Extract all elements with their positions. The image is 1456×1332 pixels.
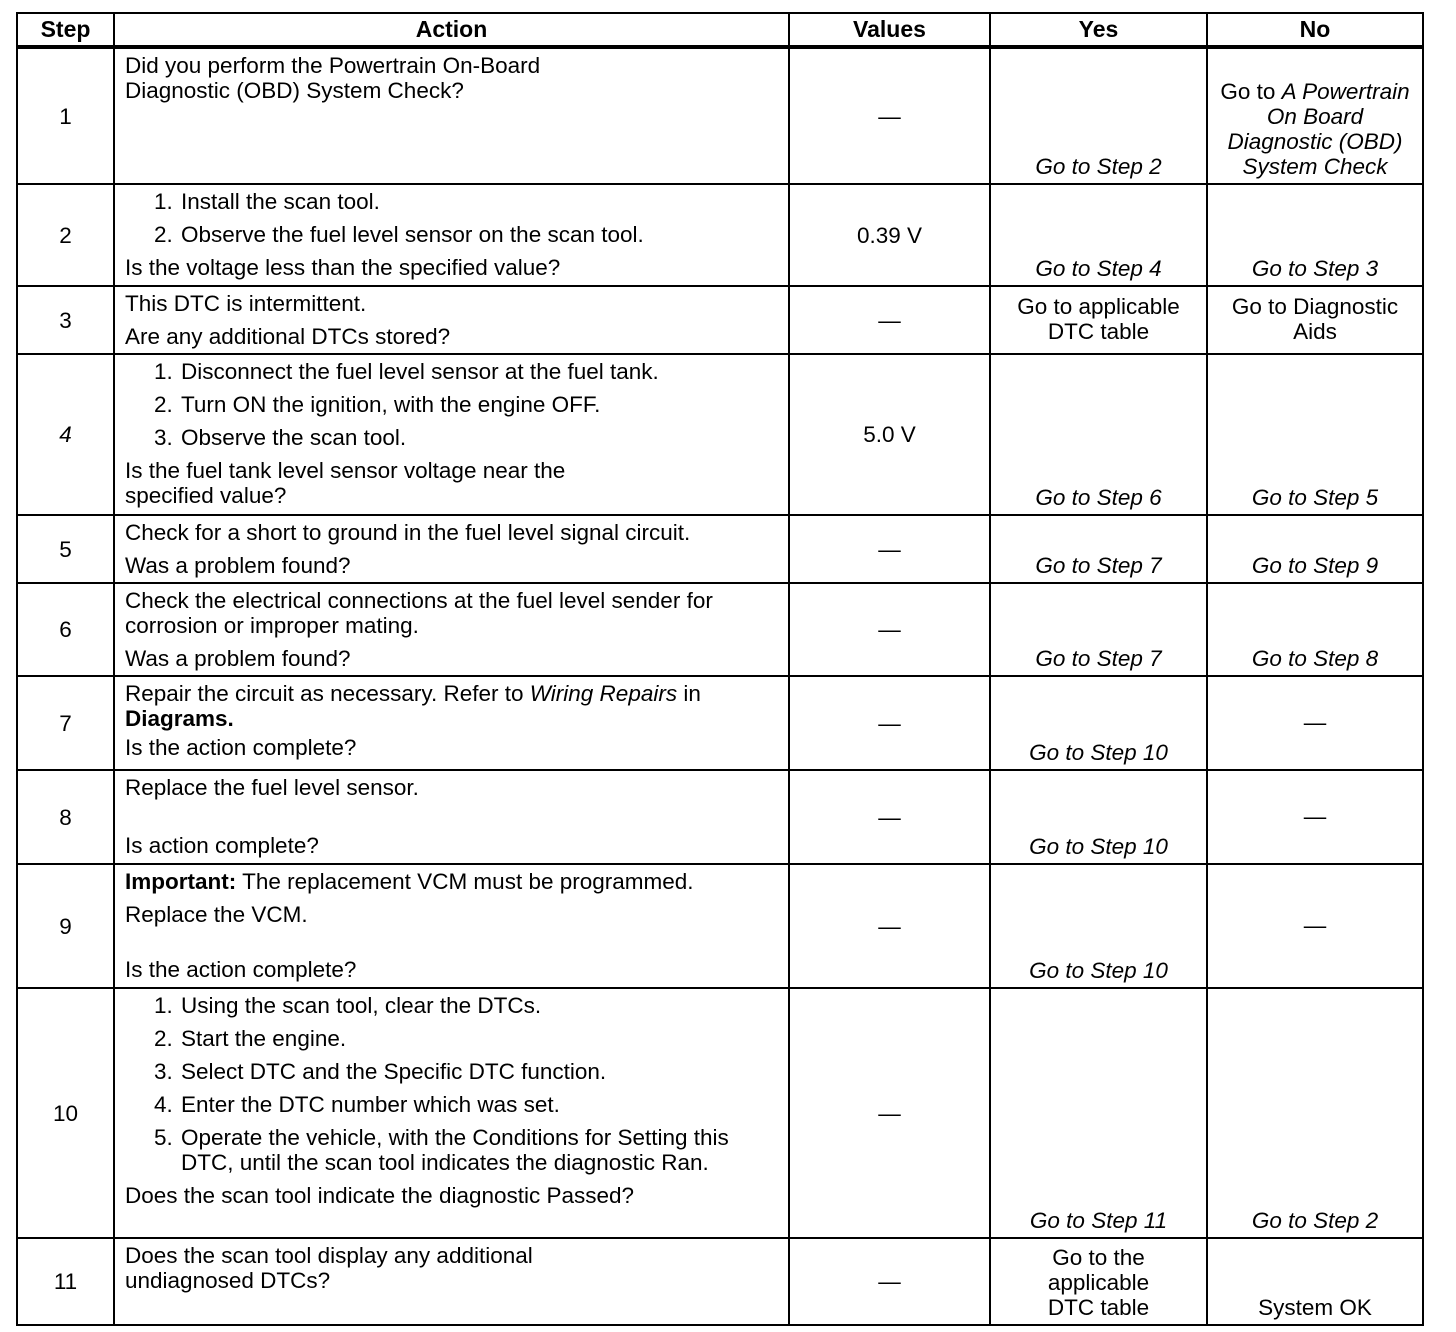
table-row xyxy=(17,47,1423,184)
table-row xyxy=(17,864,1423,988)
action-list xyxy=(125,359,780,450)
action-cell xyxy=(114,583,789,676)
action-cell xyxy=(114,864,789,988)
yes-cell: Go to Step 7 xyxy=(990,583,1207,676)
action-cell xyxy=(114,286,789,354)
table-row xyxy=(17,770,1423,864)
value-cell: — xyxy=(789,988,990,1238)
step-number: 2 xyxy=(17,184,114,286)
value-cell: — xyxy=(789,770,990,864)
yes-cell: Go to Step 11 xyxy=(990,988,1207,1238)
action-question: Does the scan tool indicate the diagnostic Passed? xyxy=(125,1183,635,1208)
value-cell: — xyxy=(789,1238,990,1325)
no-cell: Go to Diagnostic Aids xyxy=(1207,286,1423,354)
action-cell xyxy=(114,988,789,1238)
action-cell xyxy=(114,515,789,583)
diagnostic-table xyxy=(16,12,1424,1326)
table-row xyxy=(17,988,1423,1238)
action-question: Is the fuel tank level sensor voltage near the specified value? xyxy=(125,458,566,508)
header-no: No xyxy=(1207,13,1423,47)
action-text: Does the scan tool display any additional undiagnosed DTCs? xyxy=(125,1243,533,1293)
repair-in: in xyxy=(677,681,701,706)
step-number: 10 xyxy=(17,988,114,1238)
value-cell: — xyxy=(789,286,990,354)
action-list-item: 1. Disconnect the fuel level sensor at the fuel tank. xyxy=(179,359,780,384)
action-cell xyxy=(114,676,789,770)
action-list-item: 4. Enter the DTC number which was set. xyxy=(179,1092,780,1117)
value-cell: 0.39 V xyxy=(789,184,990,286)
header-row xyxy=(17,13,1423,47)
header-yes: Yes xyxy=(990,13,1207,47)
step-number: 11 xyxy=(17,1238,114,1325)
table-row xyxy=(17,1238,1423,1325)
action-question: Was a problem found? xyxy=(125,553,351,578)
action-cell xyxy=(114,770,789,864)
step-number: 4 xyxy=(17,354,114,515)
no-cell: System OK xyxy=(1207,1238,1423,1325)
action-question: Is the action complete? xyxy=(125,735,357,760)
action-list-item: 1. Using the scan tool, clear the DTCs. xyxy=(179,993,780,1018)
yes-cell: Go to the applicable DTC table xyxy=(990,1238,1207,1325)
action-text: Replace the VCM. xyxy=(125,902,308,927)
header-values: Values xyxy=(789,13,990,47)
action-list-item: 2. Start the engine. xyxy=(179,1026,780,1051)
table-row xyxy=(17,583,1423,676)
action-list xyxy=(125,993,780,1175)
value-cell: — xyxy=(789,515,990,583)
action-list-item: 3. Select DTC and the Specific DTC function. xyxy=(179,1059,780,1084)
action-question: Was a problem found? xyxy=(125,646,351,671)
action-question: Is action complete? xyxy=(125,833,319,858)
value-cell: — xyxy=(789,583,990,676)
action-list-item: 1. Install the scan tool. xyxy=(179,189,780,214)
step-number: 8 xyxy=(17,770,114,864)
action-list xyxy=(125,189,780,247)
yes-cell: Go to Step 2 xyxy=(990,47,1207,184)
step-number: 9 xyxy=(17,864,114,988)
no-cell: Go to Step 8 xyxy=(1207,583,1423,676)
important-text: The replacement VCM must be programmed. xyxy=(236,869,694,894)
yes-cell: Go to Step 7 xyxy=(990,515,1207,583)
no-cell: — xyxy=(1207,864,1423,988)
value-cell: 5.0 V xyxy=(789,354,990,515)
header-step: Step xyxy=(17,13,114,47)
action-question: Is the voltage less than the specified value? xyxy=(125,255,561,280)
action-cell xyxy=(114,1238,789,1325)
no-cell: — xyxy=(1207,676,1423,770)
step-number: 6 xyxy=(17,583,114,676)
no-cell: Go to Step 2 xyxy=(1207,988,1423,1238)
value-cell: — xyxy=(789,47,990,184)
repair-text: Repair the circuit as necessary. Refer to xyxy=(125,681,530,706)
action-cell xyxy=(114,184,789,286)
action-list-item: 5. Operate the vehicle, with the Conditions for Setting this DTC, until the scan tool indicates the diagnostic Ran. xyxy=(179,1125,741,1175)
value-cell: — xyxy=(789,864,990,988)
yes-cell: Go to Step 6 xyxy=(990,354,1207,515)
action-list-item: 3. Observe the scan tool. xyxy=(179,425,780,450)
action-list-item: 2. Observe the fuel level sensor on the scan tool. xyxy=(179,222,780,247)
action-text: This DTC is intermittent. xyxy=(125,291,367,316)
action-text: Check for a short to ground in the fuel level signal circuit. xyxy=(125,520,691,545)
yes-cell: Go to Step 10 xyxy=(990,770,1207,864)
step-number: 5 xyxy=(17,515,114,583)
action-question: Is the action complete? xyxy=(125,957,357,982)
table-row xyxy=(17,286,1423,354)
no-reference: A Powertrain On Board Diagnostic (OBD) System Check xyxy=(1227,79,1410,179)
table-row xyxy=(17,676,1423,770)
yes-cell: Go to Step 10 xyxy=(990,676,1207,770)
table-row xyxy=(17,184,1423,286)
action-cell xyxy=(114,354,789,515)
no-cell xyxy=(1207,47,1423,184)
action-text: Did you perform the Powertrain On-Board Diagnostic (OBD) System Check? xyxy=(125,53,541,103)
important-label: Important: xyxy=(125,869,237,894)
yes-cell: Go to Step 4 xyxy=(990,184,1207,286)
action-text: Replace the fuel level sensor. xyxy=(125,775,419,800)
no-lead: Go to xyxy=(1220,79,1282,104)
no-cell: Go to Step 3 xyxy=(1207,184,1423,286)
step-number: 3 xyxy=(17,286,114,354)
yes-cell: Go to Step 10 xyxy=(990,864,1207,988)
wiring-repairs-ref: Wiring Repairs xyxy=(529,681,678,706)
action-text: Check the electrical connections at the fuel level sender for corrosion or improper mating. xyxy=(125,588,713,638)
action-list-item: 2. Turn ON the ignition, with the engine OFF. xyxy=(179,392,780,417)
header-action: Action xyxy=(114,13,789,47)
table-row xyxy=(17,354,1423,515)
yes-cell: Go to applicable DTC table xyxy=(990,286,1207,354)
action-cell xyxy=(114,47,789,184)
step-number: 1 xyxy=(17,47,114,184)
action-text xyxy=(125,681,780,731)
value-cell: — xyxy=(789,676,990,770)
no-cell: — xyxy=(1207,770,1423,864)
important-note xyxy=(125,869,780,894)
no-cell: Go to Step 9 xyxy=(1207,515,1423,583)
step-number: 7 xyxy=(17,676,114,770)
diagrams-ref: Diagrams. xyxy=(125,706,234,731)
table-row xyxy=(17,515,1423,583)
action-question: Are any additional DTCs stored? xyxy=(125,324,451,349)
no-cell: Go to Step 5 xyxy=(1207,354,1423,515)
